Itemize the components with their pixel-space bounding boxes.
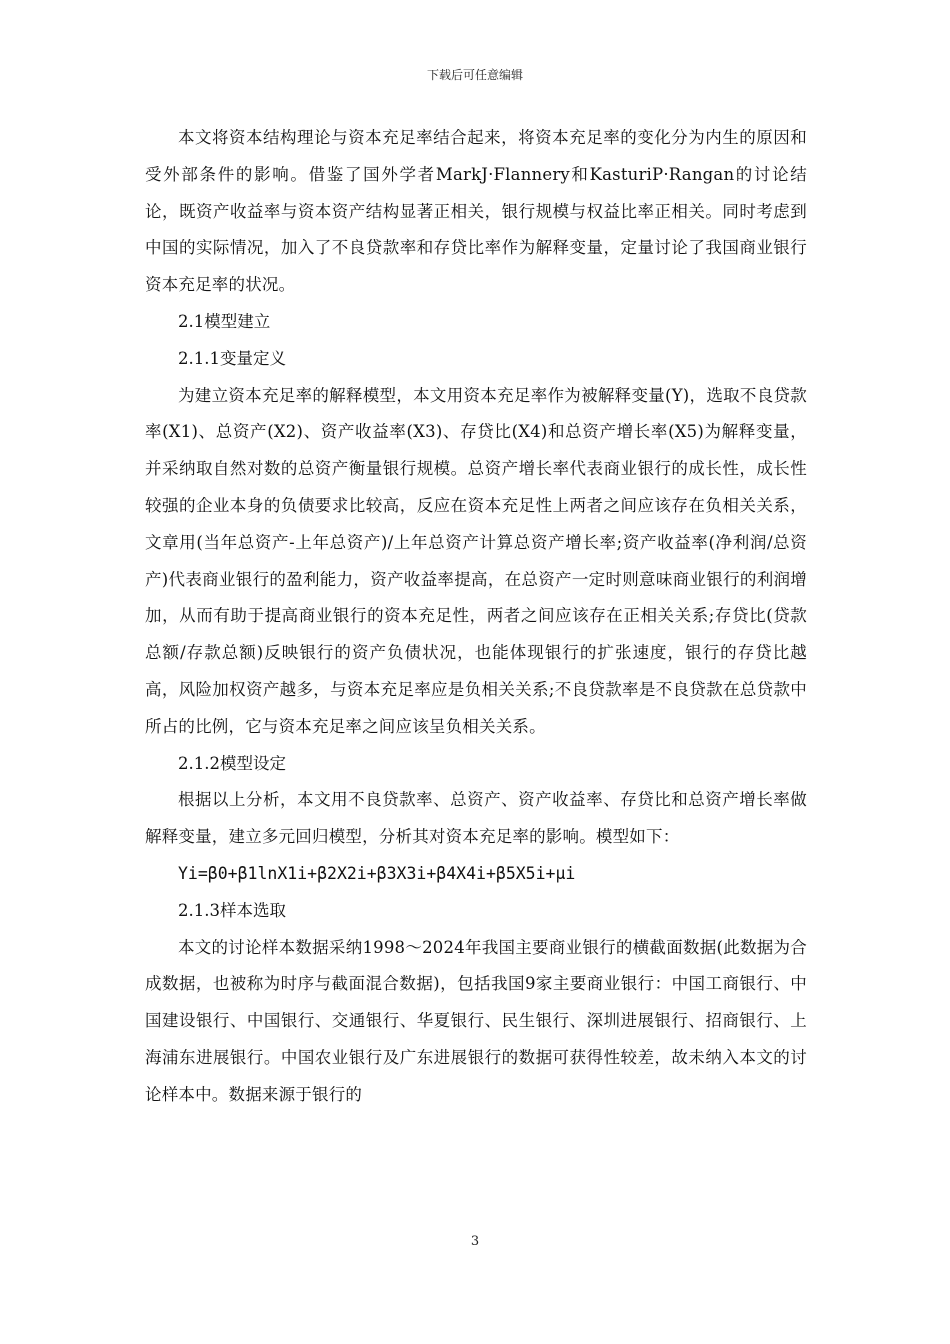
- paragraph-intro: 本文将资本结构理论与资本充足率结合起来，将资本充足率的变化分为内生的原因和受外部条件的影响。借鉴了国外学者MarkJ·Flannery和KasturiP·Rangan的讨论结论，既资产收益率与资本资产结构显著正相关，银行规模与权益比率正相关。同时考虑到中国的实际情况，加入了不良贷款率和存贷比率作为解释变量，定量讨论了我国商业银行资本充足率的状况。: [145, 128, 807, 295]
- paragraph-sample-selection: 本文的讨论样本数据采纳1998～2024年我国主要商业银行的横截面数据(此数据为合成数据，也被称为时序与截面混合数据)，包括我国9家主要商业银行：中国工商银行、中国建设银行、中国银行、交通银行、华夏银行、民生银行、深圳进展银行、招商银行、上海浦东进展银行。中国农业银行及广东进展银行的数据可获得性较差，故未纳入本文的讨论样本中。数据来源于银行的: [145, 937, 807, 1104]
- paragraph-model-setting: 根据以上分析，本文用不良贷款率、总资产、资产收益率、存贷比和总资产增长率做解释变量，建立多元回归模型，分析其对资本充足率的影响。模型如下：: [145, 790, 807, 847]
- subsection-heading-sample-selection: 2.1.3样本选取: [178, 900, 286, 920]
- subsection-heading-model-setting: 2.1.2模型设定: [178, 753, 286, 773]
- subsection-heading-variable-definition: 2.1.1变量定义: [178, 348, 286, 368]
- regression-formula: Yi=β0+β1lnX1i+β2X2i+β3X3i+β4X4i+β5X5i+μi: [178, 863, 576, 883]
- section-heading-model-building: 2.1模型建立: [178, 311, 271, 331]
- page-number: 3: [470, 1234, 480, 1249]
- document-body: [145, 120, 807, 1114]
- page-header: 下载后可任意编辑: [426, 68, 523, 82]
- paragraph-variable-definition: 为建立资本充足率的解释模型，本文用资本充足率作为被解释变量(Y)，选取不良贷款率(X1)、总资产(X2)、资产收益率(X3)、存贷比(X4)和总资产增长率(X5)为解释变量，并采纳取自然对数的总资产衡量银行规模。总资产增长率代表商业银行的成长性，成长性较强的企业本身的负债要求比较高，反应在资本充足性上两者之间应该存在负相关关系，文章用(当年总资产-上年总资产)/上年总资产计算总资产增长率;资产收益率(净利润/总资产)代表商业银行的盈利能力，资产收益率提高，在总资产一定时则意味商业银行的利润增加，从而有助于提高商业银行的资本充足性，两者之间应该存在正相关关系;存贷比(贷款总额/存款总额)反映银行的资产负债状况，也能体现银行的扩张速度，银行的存贷比越高，风险加权资产越多，与资本充足率应是负相关关系;不良贷款率是不良贷款在总贷款中所占的比例，它与资本充足率之间应该呈负相关关系。: [145, 385, 807, 736]
